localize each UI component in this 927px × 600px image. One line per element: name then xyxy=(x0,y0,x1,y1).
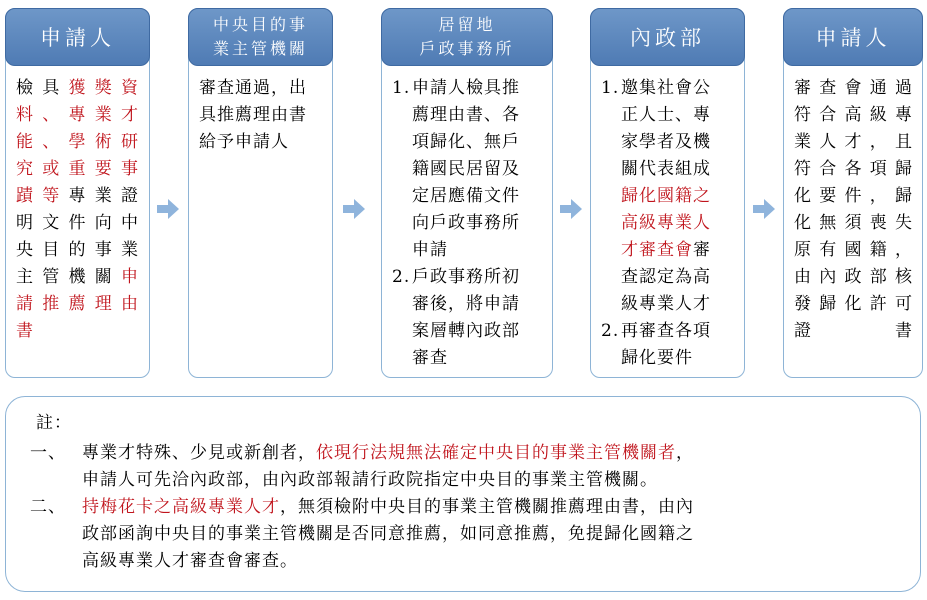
text-span: ，無須檢附中央目的事業主管機關推薦理由書，由內 xyxy=(280,497,694,517)
text-line xyxy=(412,264,544,291)
highlight-text: 才審查會 xyxy=(621,240,693,260)
text-line xyxy=(794,75,914,102)
text-line xyxy=(794,102,914,129)
step-3-header xyxy=(381,8,553,66)
text-span: 關代表組成 xyxy=(621,159,711,179)
highlight-text: 究或重要事 xyxy=(16,159,141,179)
text-line xyxy=(16,237,141,264)
text-line xyxy=(621,264,736,291)
text-span: 項歸化、無戶 xyxy=(412,132,520,152)
highlight-text: 請推薦理由 xyxy=(16,294,141,314)
highlight-text: 高級專業人 xyxy=(621,213,711,233)
step-2-body xyxy=(199,75,324,156)
step-3-box xyxy=(381,8,553,378)
text-span: 審查 xyxy=(412,348,448,368)
highlight-text: 持梅花卡之高級專業人才 xyxy=(82,497,280,517)
text-line xyxy=(412,237,544,264)
step-3-body xyxy=(392,75,544,372)
text-span: 戶政事務所初 xyxy=(412,267,520,287)
right-arrow-icon xyxy=(343,199,365,219)
text-span: 邀集社會公 xyxy=(621,78,711,98)
header-line: 居留地 xyxy=(438,15,496,34)
text-line xyxy=(16,291,141,318)
text-line xyxy=(16,210,141,237)
text-span: 查認定為高 xyxy=(621,267,711,287)
text-line xyxy=(412,345,544,372)
right-arrow-icon xyxy=(157,199,179,219)
text-line xyxy=(16,129,141,156)
text-line xyxy=(621,291,736,318)
highlight-text: 料、專業才 xyxy=(16,105,141,125)
step-1-body xyxy=(16,75,141,345)
text-line xyxy=(621,102,736,129)
step-5-box xyxy=(783,8,923,378)
header-line: 內政部 xyxy=(630,26,705,50)
list-number: 2. xyxy=(392,267,411,287)
right-arrow-icon xyxy=(753,199,775,219)
text-span: 案層轉內政部 xyxy=(412,321,520,341)
step-2-header xyxy=(188,8,333,66)
highlight-text: 歸化國籍之 xyxy=(621,186,711,206)
text-line xyxy=(16,156,141,183)
text-span: 歸化要件 xyxy=(621,348,693,368)
text-line xyxy=(621,156,736,183)
highlight-text: 申 xyxy=(121,267,141,287)
header-line: 申請人 xyxy=(815,26,891,50)
step-1-box xyxy=(5,8,150,378)
highlight-text: 依現行法規無法確定中央目的事業主管機關者 xyxy=(316,443,676,463)
text-line xyxy=(794,183,914,210)
step-list-item xyxy=(392,264,544,372)
text-span: 籍國民居留及 xyxy=(412,159,520,179)
text-line xyxy=(621,237,736,264)
text-line xyxy=(199,129,324,156)
text-line xyxy=(82,494,898,521)
text-span: ， xyxy=(676,443,694,463)
step-list-item xyxy=(601,75,736,318)
step-4-body xyxy=(601,75,736,372)
text-line xyxy=(621,129,736,156)
step-5-body xyxy=(794,75,914,345)
text-span: 再審查各項 xyxy=(621,321,711,341)
text-span: 業人才，且 xyxy=(794,132,914,152)
text-span: 發歸化許可 xyxy=(794,294,914,314)
text-span: 證書 xyxy=(794,321,914,341)
text-span: 檢具 xyxy=(16,78,69,98)
note-box xyxy=(5,396,921,592)
step-5-header xyxy=(783,8,923,66)
text-span: 申請人檢具推 xyxy=(412,78,520,98)
step-4-header xyxy=(590,8,745,66)
text-line xyxy=(16,183,141,210)
step-4-box xyxy=(590,8,745,378)
text-line xyxy=(82,467,898,494)
text-span: 薦理由書、各 xyxy=(412,105,520,125)
list-number: 2. xyxy=(601,321,620,341)
text-span: 申請 xyxy=(412,240,448,260)
text-span: 審後，將申請 xyxy=(412,294,520,314)
highlight-text: 獲獎資 xyxy=(68,78,141,98)
text-line xyxy=(82,521,898,548)
highlight-text: 能、學術研 xyxy=(16,132,141,152)
text-line xyxy=(199,102,324,129)
text-line xyxy=(412,156,544,183)
text-span: 專業才特殊、少見或新創者， xyxy=(82,443,316,463)
text-line xyxy=(794,210,914,237)
list-number: 1. xyxy=(601,78,620,98)
text-span: 明文件向中 xyxy=(16,213,141,233)
text-span: 符合各項歸 xyxy=(794,159,914,179)
header-line: 業主管機關 xyxy=(212,39,308,58)
text-line xyxy=(621,210,736,237)
text-line xyxy=(412,291,544,318)
list-number: 1. xyxy=(392,78,411,98)
text-line xyxy=(621,183,736,210)
header-line: 申請人 xyxy=(40,26,115,50)
text-span: 審查會通過 xyxy=(794,78,914,98)
text-line xyxy=(412,318,544,345)
text-line xyxy=(794,237,914,264)
highlight-text: 書 xyxy=(16,321,36,341)
text-line xyxy=(16,264,141,291)
note-item-2 xyxy=(30,494,898,575)
header-line: 戶政事務所 xyxy=(419,39,515,58)
text-span: 級專業人才 xyxy=(621,294,711,314)
note-item-text xyxy=(82,440,898,494)
text-line xyxy=(794,318,914,345)
text-line xyxy=(621,345,736,372)
highlight-text: 蹟等 xyxy=(16,186,69,206)
text-span: 化要件，歸 xyxy=(794,186,914,206)
step-list xyxy=(392,75,544,372)
text-span: 央目的事業 xyxy=(16,240,141,260)
text-line xyxy=(621,318,736,345)
text-line xyxy=(794,264,914,291)
text-line xyxy=(621,75,736,102)
text-span: 主管機關 xyxy=(16,267,121,287)
text-span: 專業證 xyxy=(68,186,141,206)
text-line xyxy=(412,75,544,102)
step-list-item xyxy=(392,75,544,264)
text-line xyxy=(16,318,141,345)
text-line xyxy=(412,210,544,237)
note-item-label: 一、 xyxy=(30,443,66,463)
text-line xyxy=(412,102,544,129)
text-line xyxy=(16,75,141,102)
text-span: 審查通過，出 xyxy=(199,78,307,98)
note-item-1 xyxy=(30,440,898,494)
text-span: 給予申請人 xyxy=(199,132,289,152)
text-span: 具推薦理由書 xyxy=(199,105,307,125)
text-line xyxy=(794,129,914,156)
text-line xyxy=(412,183,544,210)
text-line xyxy=(412,129,544,156)
text-span: 正人士、專 xyxy=(621,105,711,125)
header-line: 中央目的事 xyxy=(212,15,308,34)
step-list-item xyxy=(601,318,736,372)
text-line xyxy=(16,102,141,129)
note-item-text xyxy=(82,494,898,575)
text-line xyxy=(794,156,914,183)
text-span: 定居應備文件 xyxy=(412,186,520,206)
text-line xyxy=(82,440,898,467)
right-arrow-icon xyxy=(560,199,582,219)
text-span: 化無須喪失 xyxy=(794,213,914,233)
note-item-label: 二、 xyxy=(30,497,66,517)
text-span: 向戶政事務所 xyxy=(412,213,520,233)
note-title: 註： xyxy=(36,413,72,433)
text-span: 高級專業人才審查會審查。 xyxy=(82,551,298,571)
text-span: 申請人可先洽內政部，由內政部報請行政院指定中央目的事業主管機關。 xyxy=(82,470,658,490)
text-span: 政部函詢中央目的事業主管機關是否同意推薦，如同意推薦，免提歸化國籍之 xyxy=(82,524,694,544)
text-span: 家學者及機 xyxy=(621,132,711,152)
text-span: 原有國籍， xyxy=(794,240,914,260)
text-span: 由內政部核 xyxy=(794,267,914,287)
text-span: 符合高級專 xyxy=(794,105,914,125)
step-2-box xyxy=(188,8,333,378)
text-line xyxy=(82,548,898,575)
step-list xyxy=(601,75,736,372)
text-line xyxy=(794,291,914,318)
step-1-header xyxy=(5,8,150,66)
text-line xyxy=(199,75,324,102)
text-span: 審 xyxy=(693,240,711,260)
